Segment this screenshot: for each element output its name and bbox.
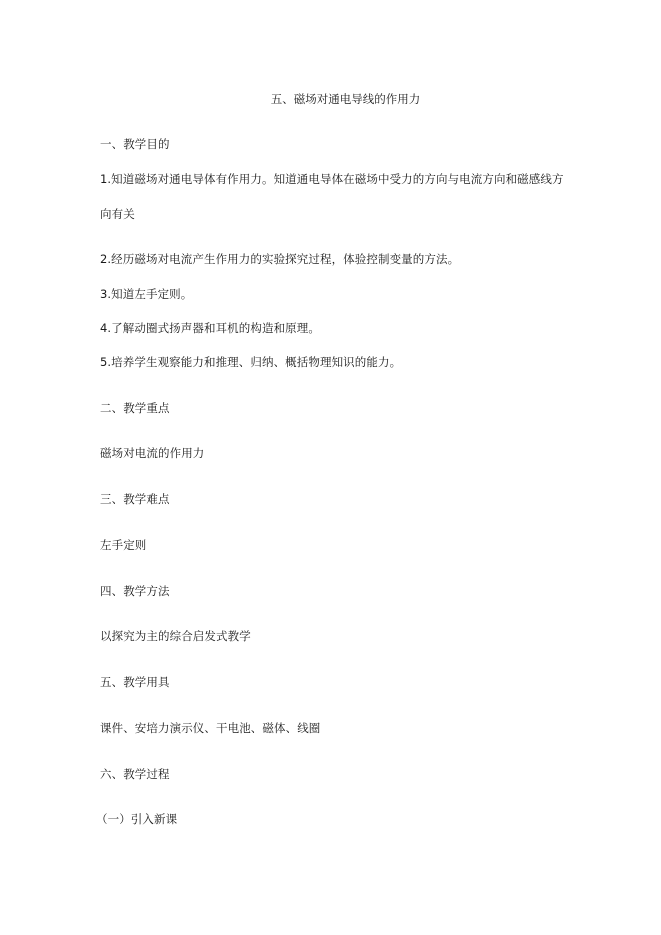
goal-4: 4.了解动圈式扬声器和耳机的构造和原理。 bbox=[100, 321, 320, 335]
goal-2: 2.经历磁场对电流产生作用力的实验探究过程，体验控制变量的方法。 bbox=[100, 252, 460, 266]
section-heading-goals: 一、教学目的 bbox=[100, 137, 170, 151]
section-heading-method: 四、教学方法 bbox=[100, 584, 170, 598]
method-text: 以探究为主的综合启发式教学 bbox=[100, 629, 251, 643]
section-heading-tools: 五、教学用具 bbox=[100, 675, 170, 689]
process-subheading-1: （一）引入新课 bbox=[96, 812, 178, 826]
section-heading-difficulty: 三、教学难点 bbox=[100, 492, 170, 506]
goal-3: 3.知道左手定则。 bbox=[100, 287, 193, 301]
section-heading-process: 六、教学过程 bbox=[100, 767, 170, 781]
goal-5: 5.培养学生观察能力和推理、归纳、概括物理知识的能力。 bbox=[100, 355, 402, 369]
goal-1-line-1: 1.知道磁场对通电导体有作用力。知道通电导体在磁场中受力的方向与电流方向和磁感线方 bbox=[100, 172, 564, 186]
section-heading-key-points: 二、教学重点 bbox=[100, 401, 170, 415]
difficulty-text: 左手定则 bbox=[100, 538, 147, 552]
document-title: 五、磁场对通电导线的作用力 bbox=[270, 92, 421, 106]
tools-text: 课件、安培力演示仪、干电池、磁体、线圈 bbox=[100, 721, 321, 735]
goal-1-line-2: 向有关 bbox=[100, 207, 135, 221]
key-points-text: 磁场对电流的作用力 bbox=[100, 446, 205, 460]
